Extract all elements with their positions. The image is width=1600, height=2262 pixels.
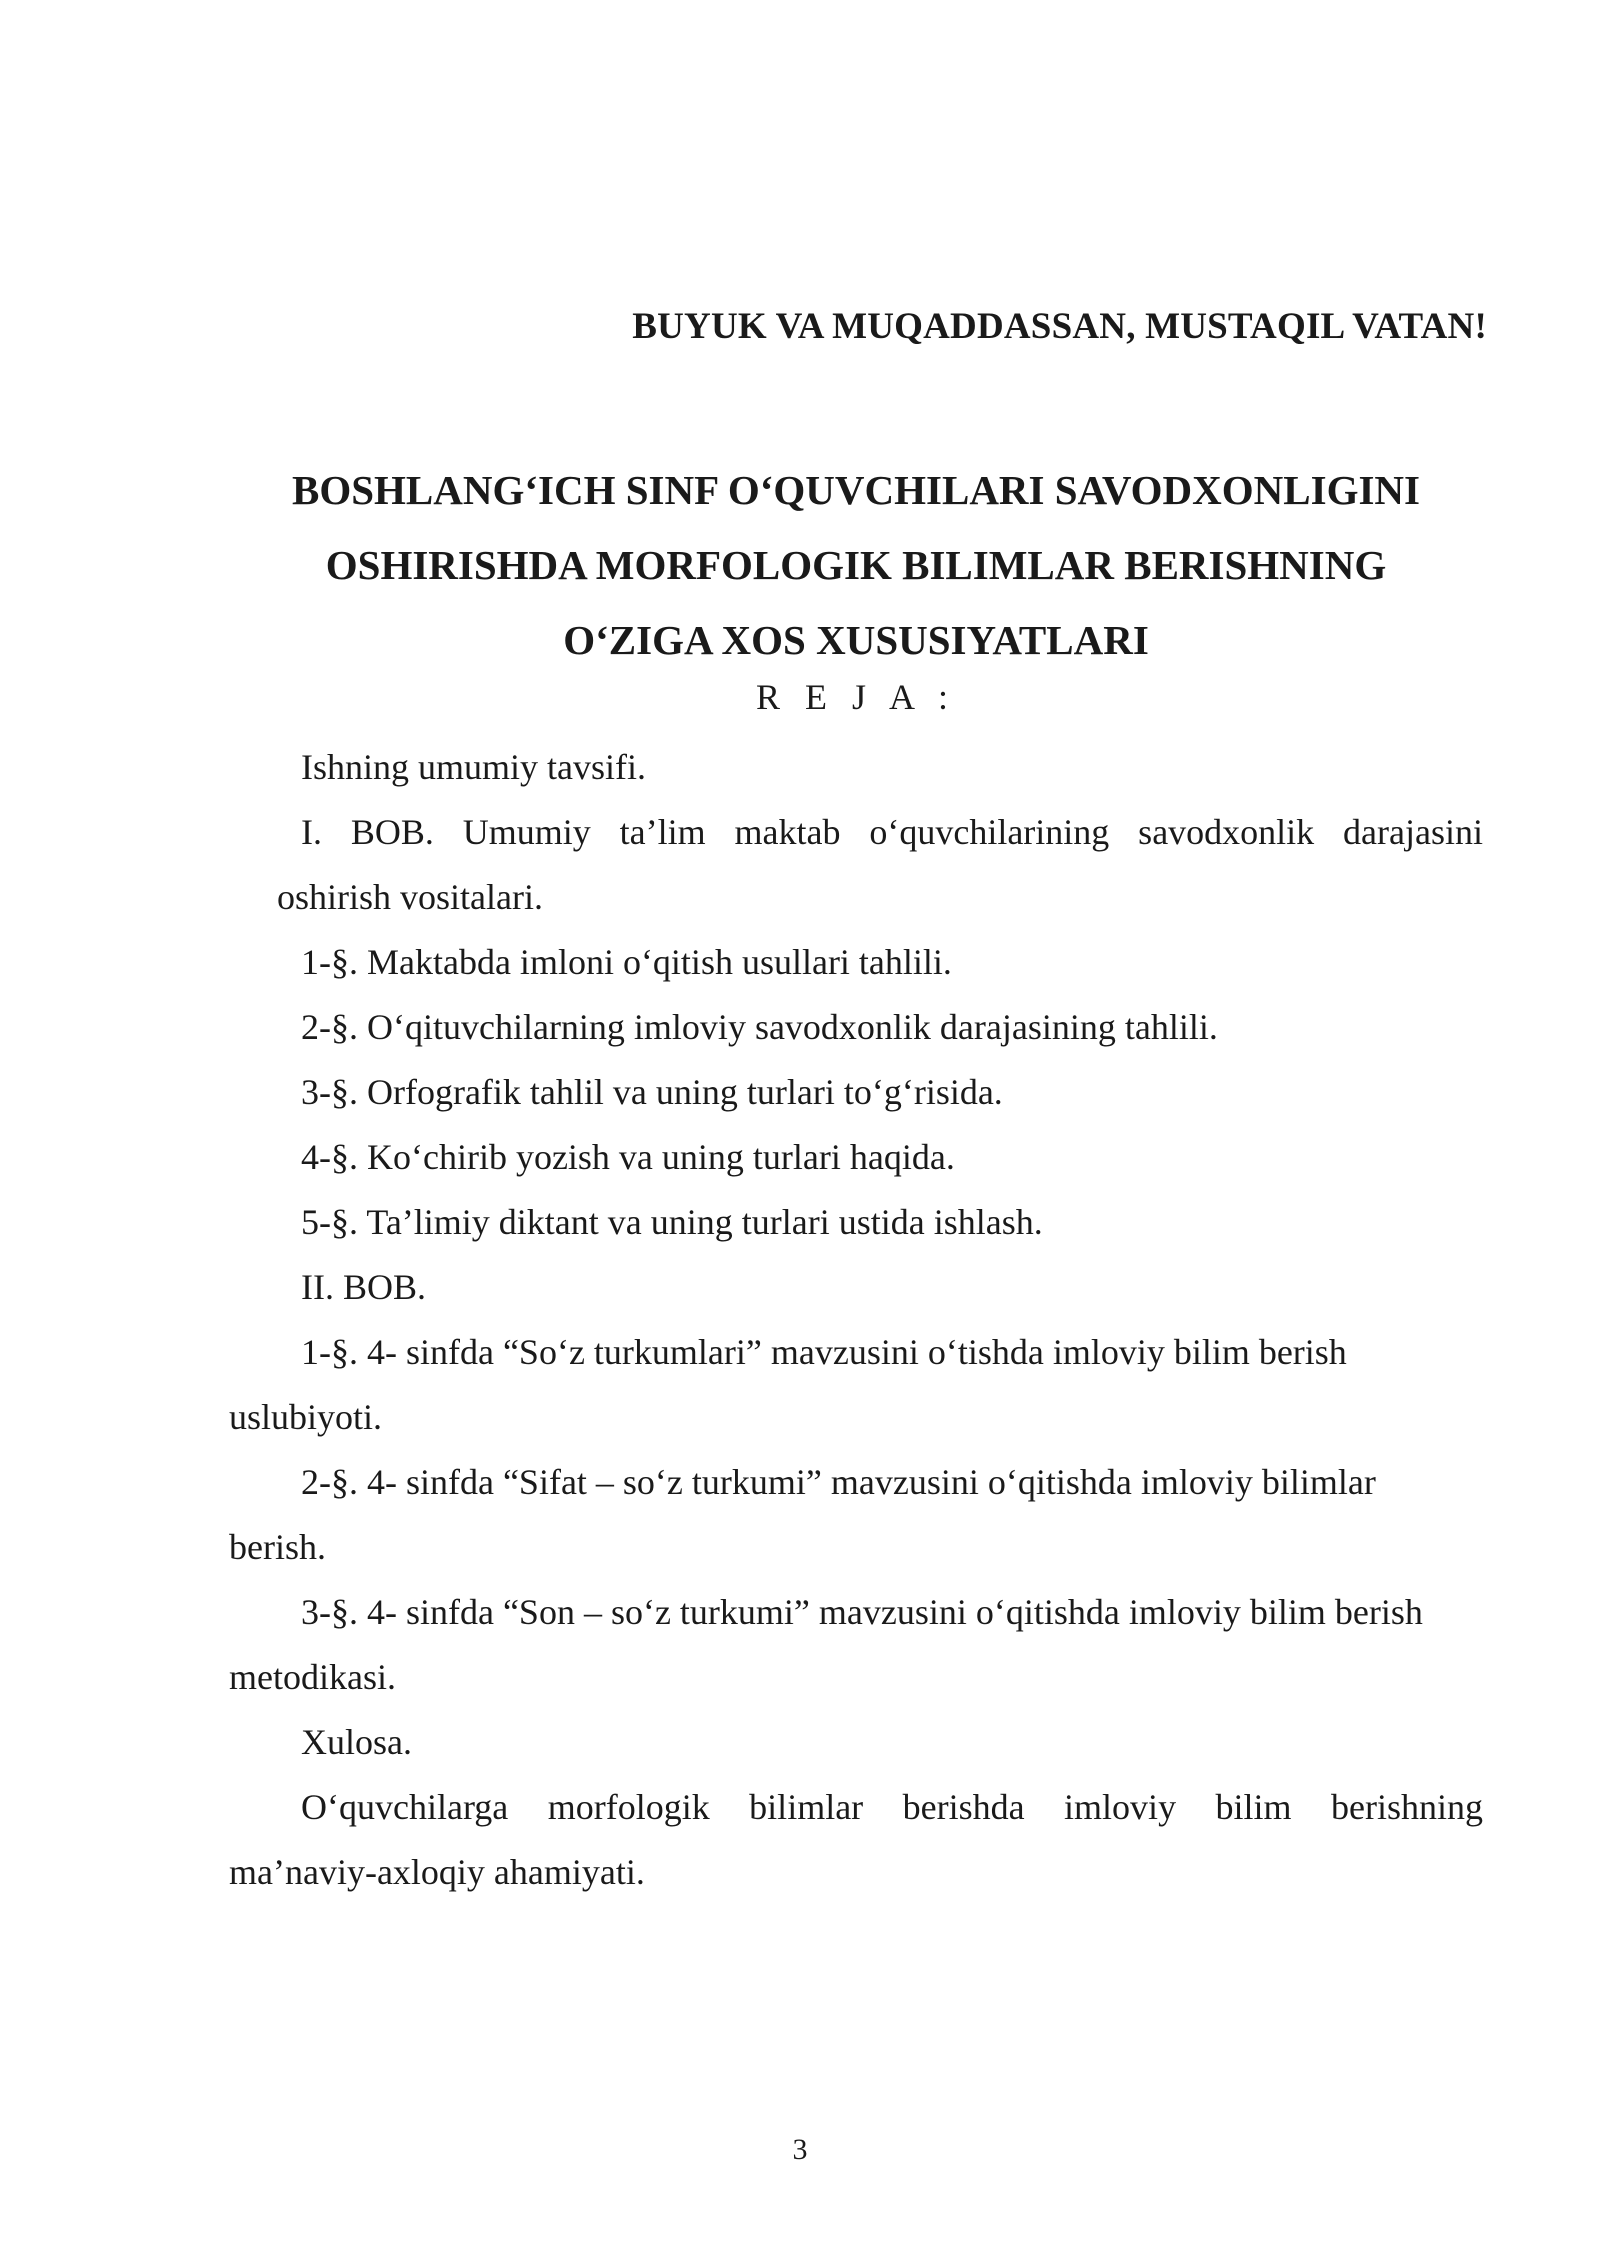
chapter-1-item-3: 3-§. Orfografik tahlil va uning turlari to‘g‘risida. [301, 1072, 1003, 1112]
plan-final-line-2: ma’naviy-axloqiy ahamiyati. [229, 1852, 645, 1892]
chapter-1-item-5: 5-§. Ta’limiy diktant va uning turlari ustida ishlash. [301, 1202, 1043, 1242]
chapter-1-item-4: 4-§. Ko‘chirib yozish va uning turlari haqida. [301, 1137, 955, 1177]
page-number: 3 [792, 2133, 808, 2166]
plan-intro: Ishning umumiy tavsifi. [301, 747, 646, 787]
title-line-1: BOSHLANG‘ICH SINF O‘QUVCHILARI SAVODXONLIGINI [291, 467, 1420, 513]
chapter-2-item-1-line-1: 1-§. 4- sinfda “So‘z turkumlari” mavzusini o‘tishda imloviy bilim berish [301, 1332, 1347, 1372]
chapter-2-item-3-line-1: 3-§. 4- sinfda “Son – so‘z turkumi” mavzusini o‘qitishda imloviy bilim berish [301, 1592, 1423, 1632]
chapter-2-item-2-line-1: 2-§. 4- sinfda “Sifat – so‘z turkumi” mavzusini o‘qitishda imloviy bilimlar [301, 1462, 1376, 1502]
plan-list [229, 735, 1483, 1905]
chapter-2-item-3-line-2: metodikasi. [229, 1657, 396, 1697]
chapter-2-item-2 [229, 1450, 1483, 1580]
chapter-2-item-1-line-2: uslubiyoti. [229, 1397, 383, 1437]
chapter-1-item-1: 1-§. Maktabda imloni o‘qitish usullari tahlili. [301, 942, 952, 982]
chapter-1-heading [229, 800, 1483, 930]
chapter-1-item-2: 2-§. O‘qituvchilarning imloviy savodxonlik darajasining tahlili. [301, 1007, 1218, 1047]
plan-conclusion: Xulosa. [301, 1722, 412, 1762]
chapter-1-line-1: I. BOB. Umumiy ta’lim maktab o‘quvchilarining savodxonlik darajasini [301, 812, 1483, 852]
title-line-2: OSHIRISHDA MORFOLOGIK BILIMLAR BERISHNING [325, 542, 1387, 588]
chapter-2-item-3 [229, 1580, 1483, 1710]
chapter-1-line-2: oshirish vositalari. [277, 877, 543, 917]
plan-final-line-1: O‘quvchilarga morfologik bilimlar berishda imloviy bilim berishning [301, 1787, 1483, 1827]
plan-heading: R E J A : [755, 677, 957, 717]
title-line-3: O‘ZIGA XOS XUSUSIYATLARI [563, 617, 1149, 663]
plan-final-item [229, 1775, 1483, 1905]
chapter-2-heading: II. BOB. [301, 1267, 426, 1307]
document-title [230, 453, 1482, 678]
chapter-2-item-1 [229, 1320, 1483, 1450]
chapter-2-item-2-line-2: berish. [229, 1527, 326, 1567]
motto-heading: BUYUK VA MUQADDASSAN, MUSTAQIL VATAN! [632, 306, 1487, 347]
